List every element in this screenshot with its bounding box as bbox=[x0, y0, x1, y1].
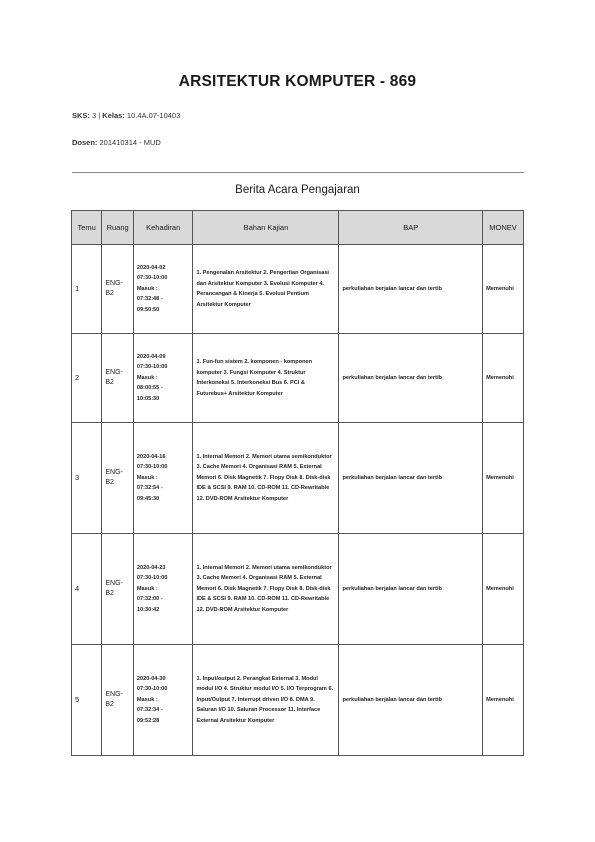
cell-bap: perkuliahan berjalan lancar dan tertib bbox=[339, 245, 483, 334]
cell-kehadiran bbox=[133, 645, 193, 756]
cell-temu: 5 bbox=[72, 645, 102, 756]
kehadiran-date: 2020-04-30 bbox=[136, 675, 166, 682]
table-row bbox=[72, 334, 524, 423]
bap-table bbox=[71, 210, 524, 756]
dosen-value: 201410314 - MUD bbox=[97, 138, 161, 147]
cell-bap: perkuliahan berjalan lancar dan tertib bbox=[339, 423, 483, 534]
cell-monev: Memenuhi bbox=[483, 645, 524, 756]
cell-bap: perkuliahan berjalan lancar dan tertib bbox=[339, 534, 483, 645]
cell-bahan-kajian: 1. Fun-fun sistem 2. komponen - komponen komputer 3. Fungsi Komputer 4. Struktur Interkoneksi 5. Interkoneksi Bus 6. PCI & Futurebus+ Arsitektur Komputer bbox=[193, 334, 339, 423]
cell-ruang: ENG-B2 bbox=[102, 245, 134, 334]
dosen-label: Dosen: bbox=[72, 138, 98, 147]
cell-bap: perkuliahan berjalan lancar dan tertib bbox=[339, 334, 483, 423]
cell-ruang: ENG-B2 bbox=[102, 534, 134, 645]
cell-temu: 1 bbox=[72, 245, 102, 334]
kehadiran-start: 07:32:48 - bbox=[136, 296, 163, 303]
divider bbox=[72, 172, 524, 173]
sks-value: 3 | bbox=[89, 111, 103, 120]
kehadiran-masuk: Masuk : bbox=[136, 374, 158, 381]
cell-monev: Memenuhi bbox=[483, 245, 524, 334]
header-bahan-kajian: Bahan Kajian bbox=[193, 211, 339, 245]
table-header-row bbox=[72, 211, 524, 245]
kehadiran-end: 09:52:28 bbox=[136, 717, 160, 724]
cell-kehadiran bbox=[133, 334, 193, 423]
cell-temu: 3 bbox=[72, 423, 102, 534]
table-row bbox=[72, 534, 524, 645]
header-bap: BAP bbox=[339, 211, 483, 245]
cell-temu: 4 bbox=[72, 534, 102, 645]
cell-monev: Memenuhi bbox=[483, 423, 524, 534]
kehadiran-start: 07:32:54 - bbox=[136, 485, 163, 492]
cell-bahan-kajian: 1. Internal Memori 2. Memori utama semikonduktor 3. Cache Memori 4. Organisasi RAM 5. External Memori 6. Disk Magnetik 7. Flopy Disk 8. Disk-disk IDE & SCSI 9. RAM 10. CD-ROM 11. CD-Rewritable 12. DVD-ROM Arsitektur Komputer bbox=[193, 423, 339, 534]
kelas-label: Kelas: bbox=[102, 111, 125, 120]
cell-monev: Memenuhi bbox=[483, 534, 524, 645]
kehadiran-date: 2020-04-09 bbox=[136, 353, 166, 360]
header-ruang: Ruang bbox=[102, 211, 134, 245]
kehadiran-end: 09:45:30 bbox=[136, 495, 160, 502]
cell-bahan-kajian: 1. Internal Memori 2. Memori utama semikonduktor 3. Cache Memori 4. Organisasi RAM 5. External Memori 6. Disk Magnetik 7. Flopy Disk 8. Disk-disk IDE & SCSI 9. RAM 10. CD-ROM 11. CD-Rewritable 12. DVD-ROM Arsitektur Komputer bbox=[193, 534, 339, 645]
kehadiran-start: 07:32:00 - bbox=[136, 596, 163, 603]
cell-bahan-kajian: 1. Input/output 2. Perangkat External 3. Modul modul I/O 4. Struktur modul I/O 5. I/O Terprogram 6. Input/Output 7. Interrupt driven I/O 8. DMA 9. Saluran I/O 10. Saluran Processor 11. Interface External Arsitektur Komputer bbox=[193, 645, 339, 756]
kehadiran-schedule: 07:30-10:00 bbox=[136, 464, 168, 471]
header-kehadiran: Kehadiran bbox=[133, 211, 193, 245]
table-row bbox=[72, 245, 524, 334]
kehadiran-start: 07:32:34 - bbox=[136, 707, 163, 714]
kehadiran-schedule: 07:30-10:00 bbox=[136, 686, 168, 693]
kehadiran-start: 08:00:55 - bbox=[136, 385, 163, 392]
cell-kehadiran bbox=[133, 534, 193, 645]
table-row bbox=[72, 645, 524, 756]
kehadiran-masuk: Masuk : bbox=[136, 474, 158, 481]
cell-ruang: ENG-B2 bbox=[102, 645, 134, 756]
cell-ruang: ENG-B2 bbox=[102, 334, 134, 423]
kehadiran-date: 2020-04-23 bbox=[136, 564, 166, 571]
cell-ruang: ENG-B2 bbox=[102, 423, 134, 534]
cell-kehadiran bbox=[133, 423, 193, 534]
cell-bahan-kajian: 1. Pengenalan Arsitektur 2. Pengertian Organisasi dan Arsitektur Komputer 3. Evolusi Komputer 4. Perancangan & Kinerja 5. Evolusi Pentium Arsitektur Komputer bbox=[193, 245, 339, 334]
course-meta bbox=[72, 111, 180, 120]
table-row bbox=[72, 423, 524, 534]
kehadiran-masuk: Masuk : bbox=[136, 585, 158, 592]
document-title: ARSITEKTUR KOMPUTER - 869 bbox=[178, 73, 417, 90]
kehadiran-end: 09:50:50 bbox=[136, 306, 160, 313]
cell-bap: perkuliahan berjalan lancar dan tertib bbox=[339, 645, 483, 756]
kelas-value: 10.4A.07-10403 bbox=[124, 111, 181, 120]
kehadiran-end: 10:30:42 bbox=[136, 606, 160, 613]
cell-monev: Memenuhi bbox=[483, 334, 524, 423]
kehadiran-masuk: Masuk : bbox=[136, 696, 158, 703]
section-title: Berita Acara Pengajaran bbox=[235, 184, 360, 196]
kehadiran-date: 2020-04-16 bbox=[136, 453, 166, 460]
cell-temu: 2 bbox=[72, 334, 102, 423]
header-temu: Temu bbox=[72, 211, 102, 245]
kehadiran-schedule: 07:30-10:00 bbox=[136, 364, 168, 371]
header-monev: MONEV bbox=[483, 211, 524, 245]
kehadiran-masuk: Masuk : bbox=[136, 285, 158, 292]
kehadiran-end: 10:05:30 bbox=[136, 395, 160, 402]
sks-label: SKS: bbox=[72, 111, 90, 120]
cell-kehadiran bbox=[133, 245, 193, 334]
kehadiran-schedule: 07:30-10:00 bbox=[136, 575, 168, 582]
lecturer-meta bbox=[72, 138, 161, 147]
kehadiran-date: 2020-04-02 bbox=[136, 264, 166, 271]
kehadiran-schedule: 07:30-10:00 bbox=[136, 275, 168, 282]
